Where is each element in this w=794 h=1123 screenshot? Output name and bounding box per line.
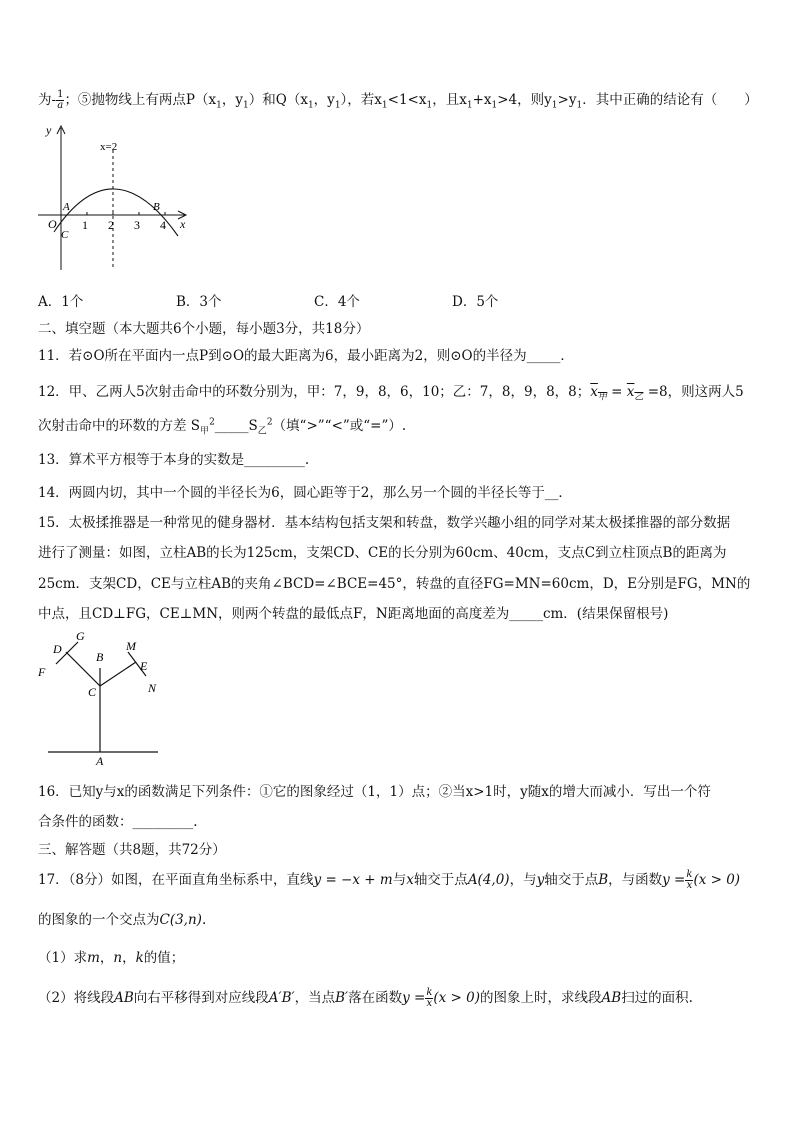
q17-p2-func-num: k [426, 987, 433, 998]
q17-p2-func-cond: (x > 0) [433, 990, 481, 1006]
label-point-b: B [153, 201, 160, 213]
label-point-c: C [61, 229, 69, 241]
q15-line-2: 进行了测量：如图，立柱AB的长为125cm，支架CD、CE的长分别为60cm、40cm，支点C到立柱顶点B的距离为 [38, 545, 727, 561]
q17-text-b: 与 [392, 872, 407, 888]
q17-p2-ab2: A′B′ [268, 990, 295, 1006]
q17-text-c: 轴交于点 [413, 872, 468, 888]
q17-p2-bp: B′ [335, 990, 349, 1006]
q12-line-2 [38, 414, 406, 437]
q13-text: 13．算术平方根等于本身的实数是_________. [38, 452, 310, 468]
q10-sub: 1 [243, 100, 249, 111]
q17-xvar: x [406, 872, 414, 888]
label-a: A [96, 754, 104, 768]
q10-sub: 1 [216, 100, 222, 111]
q17-point-c: C(3,n) [159, 912, 202, 928]
q17-part-1 [38, 946, 184, 966]
label-x-eq-2: x=2 [100, 141, 118, 153]
q10-sub: 1 [466, 100, 473, 111]
q17-func-y: y = [662, 872, 686, 888]
label-e: E [140, 659, 148, 673]
label-y: y [46, 123, 52, 137]
q17-p2-d: 落在函数 [348, 990, 403, 1006]
xbar-yi-sub: 乙 [634, 392, 644, 403]
q15-line-1: 15．太极揉推器是一种常见的健身器材．基本结构包括支架和转盘，数学兴趣小组的同学对某太极揉推器的部分数据 [38, 515, 731, 531]
q17-p1-c: ， [122, 950, 136, 966]
q10-text-f: <1<x [387, 92, 427, 108]
q17-p2-b: 向右平移得到对应线段 [133, 990, 269, 1006]
q17-p1-a: （1）求 [38, 950, 88, 966]
q12-text-c: 次射击命中的环数的方差 S [38, 418, 201, 434]
q17-p1-n: n [113, 950, 123, 966]
s-jia-sub: 甲 [200, 426, 210, 437]
q10-text-i: >4，则y [497, 92, 552, 108]
q10-text-g: ，且x [432, 92, 467, 108]
q17-func-cond: (x > 0) [693, 872, 741, 888]
q12-text-a: 12．甲、乙两人5次射击命中的环数分别为，甲：7，9，8，6，10；乙：7，8，9，8，8； [38, 384, 591, 400]
q17-p2-func-y: y = [402, 990, 426, 1006]
q17-p2-ab: AB [114, 990, 134, 1006]
q17-p1-d: 的值； [143, 950, 185, 966]
tick-label-3: 3 [134, 218, 140, 232]
q16-line-2: 合条件的函数：_________. [38, 814, 198, 830]
q17-p1-k: k [135, 950, 144, 966]
q17-p1-b: ， [99, 950, 114, 966]
q17-point-a: A(4,0) [467, 872, 510, 888]
q15-line-3: 25cm．支架CD，CE与立柱AB的夹角∠BCD=∠BCE=45°，转盘的直径FG=MN=60cm，D，E分别是FG，MN的 [38, 576, 751, 592]
option-a: A．1个 [38, 294, 84, 310]
q17-text-a: 17．（8分）如图，在平面直角坐标系中，直线 [38, 872, 314, 888]
label-d: D [53, 642, 62, 656]
q17-p2-f: 扫过的面积. [621, 990, 693, 1006]
label-f: F [38, 665, 46, 679]
label-x: x [180, 217, 186, 231]
q17-p2-c: ，当点 [294, 990, 336, 1006]
q17-text-f: ，与函数 [608, 872, 663, 888]
q17-line-2 [38, 908, 206, 928]
xbar-yi-x: x [626, 384, 635, 400]
section-3-heading: 三、解答题（共8题，共72分） [38, 842, 226, 858]
q12-line-1 [38, 380, 744, 403]
tick-label-2: 2 [108, 218, 114, 232]
q17-func-num: k [686, 869, 693, 880]
s-yi-sub: 乙 [257, 426, 267, 437]
q10-sub: 1 [491, 100, 498, 111]
tick-label-1: 1 [82, 218, 88, 232]
q17-line-eq: y = −x + m [313, 872, 393, 888]
q10-text-d: ，y [313, 92, 335, 108]
q10-text-h: +x [472, 92, 492, 108]
q10-text-c: ）和Q（x [248, 92, 308, 108]
tick-label-4: 4 [160, 218, 166, 232]
section-2-heading: 二、填空题（本大题共6个小题，每小题3分，共18分） [38, 321, 370, 337]
q17-p2-e: 的图象上时，求线段 [480, 990, 602, 1006]
q17-p1-m: m [87, 950, 100, 966]
q10-text-a: ；⑤抛物线上有两点P（x [64, 92, 217, 108]
q10-text-k: ．其中正确的结论有（ ） [582, 92, 758, 108]
s-yi-sup: 2 [266, 417, 273, 428]
xbar-jia-sub: 甲 [597, 392, 607, 403]
label-point-a: A [63, 201, 70, 213]
label-g: G [76, 629, 85, 643]
q11-text: 11．若⊙O所在平面内一点P到⊙O的最大距离为6，最小距离为2，则⊙O的半径为_____． [38, 348, 574, 364]
q17-text-h: . [201, 912, 207, 928]
q10-text-e: ），若x [340, 92, 382, 108]
q10-prefix: 为- [38, 92, 57, 108]
bracket-ce [100, 662, 136, 686]
q10-sub: 1 [426, 100, 433, 111]
q12-text-b: =8，则这两人5 [643, 384, 744, 400]
q17-text-g: 的图象的一个交点为 [38, 912, 160, 928]
q12-eq: = [606, 384, 627, 400]
q17-p2-func-den: x [426, 998, 433, 1009]
label-origin: O [48, 217, 57, 231]
q15-line-4: 中点，且CD⊥FG，CE⊥MN，则两个转盘的最低点F，N距离地面的高度差为_____cm．(结果保留根号) [38, 606, 669, 622]
q14-text: 14．两圆内切，其中一个圆的半径长为6，圆心距等于2，那么另一个圆的半径长等于__． [38, 485, 572, 501]
q10-sub: 1 [381, 100, 388, 111]
q16-line-1: 16．已知y与x的函数满足下列条件：①它的图象经过（1，1）点；②当x>1时，y随x的增大而减小．写出一个符 [38, 784, 711, 800]
q10-frac-num: 1 [57, 89, 64, 100]
q10-frac-den: a [57, 100, 64, 111]
q10-sub: 1 [551, 100, 558, 111]
q17-line-1 [38, 868, 740, 891]
bracket-cd [66, 652, 100, 686]
q10-sub: 1 [576, 100, 583, 111]
q17-p2-a: （2）将线段 [38, 990, 115, 1006]
q10-text-j: >y [557, 92, 577, 108]
q10-sub: 1 [334, 100, 341, 111]
q17-text-d: ，与 [509, 872, 537, 888]
q17-part-2 [38, 986, 693, 1009]
q17-point-b: B [598, 872, 609, 888]
q10-text-b: ，y [221, 92, 244, 108]
q17-text-e: 轴交于点 [544, 872, 599, 888]
q10-tail-line [38, 88, 758, 111]
label-b: B [96, 650, 104, 664]
s-jia-sup: 2 [209, 417, 215, 428]
q17-func-den: x [686, 880, 693, 891]
xbar-jia [590, 384, 607, 403]
q12-text-e: （填“>”“<”或“=”）. [272, 418, 407, 434]
option-b: B．3个 [176, 294, 222, 310]
q10-options [38, 290, 498, 310]
q12-text-d: _____S [214, 418, 258, 434]
option-c: C．4个 [314, 294, 360, 310]
label-c: C [88, 685, 97, 699]
label-m: M [126, 639, 136, 653]
xbar-yi [626, 384, 644, 403]
q17-yvar: y [536, 872, 545, 888]
option-d: D．5个 [452, 294, 499, 310]
xbar-jia-x: x [590, 384, 598, 400]
q17-p2-ab3: AB [601, 990, 622, 1006]
label-n: N [148, 681, 157, 695]
q15-figure [36, 628, 166, 768]
q10-parabola-graph [36, 120, 196, 275]
q10-sub: 1 [307, 100, 314, 111]
